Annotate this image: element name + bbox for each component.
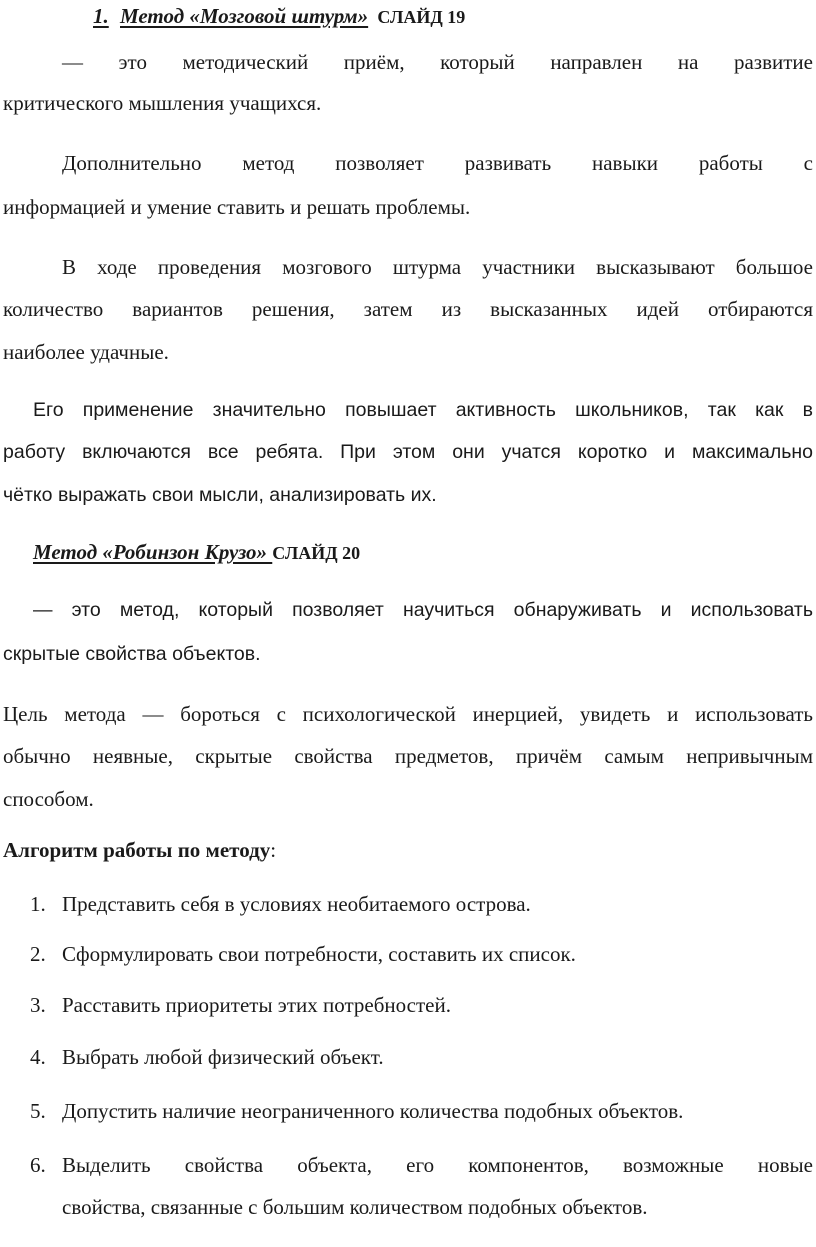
s2-p1-line2: скрытые свойства объектов. [3,643,261,665]
s1-p4-line2: работу включаются все ребята. При этом они учатся коротко и максимально [3,441,813,463]
algorithm-colon: : [270,838,277,862]
s2-p2-line1: Цель метода — бороться с психологической инерцией, увидеть и использовать [3,702,813,726]
list-item-text: Расставить приоритеты этих потребностей. [62,993,451,1017]
algorithm-label: Алгоритм работы по методу [3,838,271,862]
s1-p1-line1: — это методический приём, который направлен на развитие [62,50,813,74]
s1-p1-line2: критического мышления учащихся. [3,91,322,115]
section2-heading [33,538,816,567]
algorithm-heading [3,836,813,864]
list-item-text: Представить себя в условиях необитаемого острова. [62,892,531,916]
section1-slide-label: СЛАЙД 19 [377,7,466,27]
list-item-number: 3. [30,993,46,1017]
list-item-number: 4. [30,1045,46,1069]
list-item-number: 1. [30,892,46,916]
list-item-text: Выделить свойства объекта, его компонентов, возможные новые [62,1153,813,1177]
section2-slide-label: СЛАЙД 20 [272,543,361,563]
s2-p2-line2: обычно неявные, скрытые свойства предметов, причём самым непривычным [3,744,813,768]
section1-title: Метод «Мозговой штурм» [120,4,369,28]
section1-number: 1. [93,4,109,28]
s2-p2-line3: способом. [3,787,94,811]
list-item-number: 6. [30,1153,46,1177]
list-item-number: 5. [30,1099,46,1123]
s1-p2-line2: информацией и умение ставить и решать проблемы. [3,195,471,219]
list-item-number: 2. [30,942,46,966]
list-item-text: Сформулировать свои потребности, составить их список. [62,942,576,966]
s1-p4-line3: чётко выражать свои мысли, анализировать их. [3,484,437,506]
s2-p1-line1: — это метод, который позволяет научиться обнаруживать и использовать [33,599,813,621]
list-item-text: Выбрать любой физический объект. [62,1045,384,1069]
list-item-text: Допустить наличие неограниченного количества подобных объектов. [62,1099,684,1123]
section1-heading [93,2,816,31]
s1-p3-line2: количество вариантов решения, затем из высказанных идей отбираются [3,297,813,321]
list-item-text: свойства, связанные с большим количеством подобных объектов. [62,1195,648,1219]
s1-p4-line1: Его применение значительно повышает активность школьников, так как в [33,399,813,421]
s1-p3-line3: наиболее удачные. [3,340,169,364]
section2-title: Метод «Робинзон Крузо» [33,540,273,564]
s1-p3-line1: В ходе проведения мозгового штурма участники высказывают большое [62,255,813,279]
s1-p2-line1: Дополнительно метод позволяет развивать навыки работы с [62,151,813,175]
